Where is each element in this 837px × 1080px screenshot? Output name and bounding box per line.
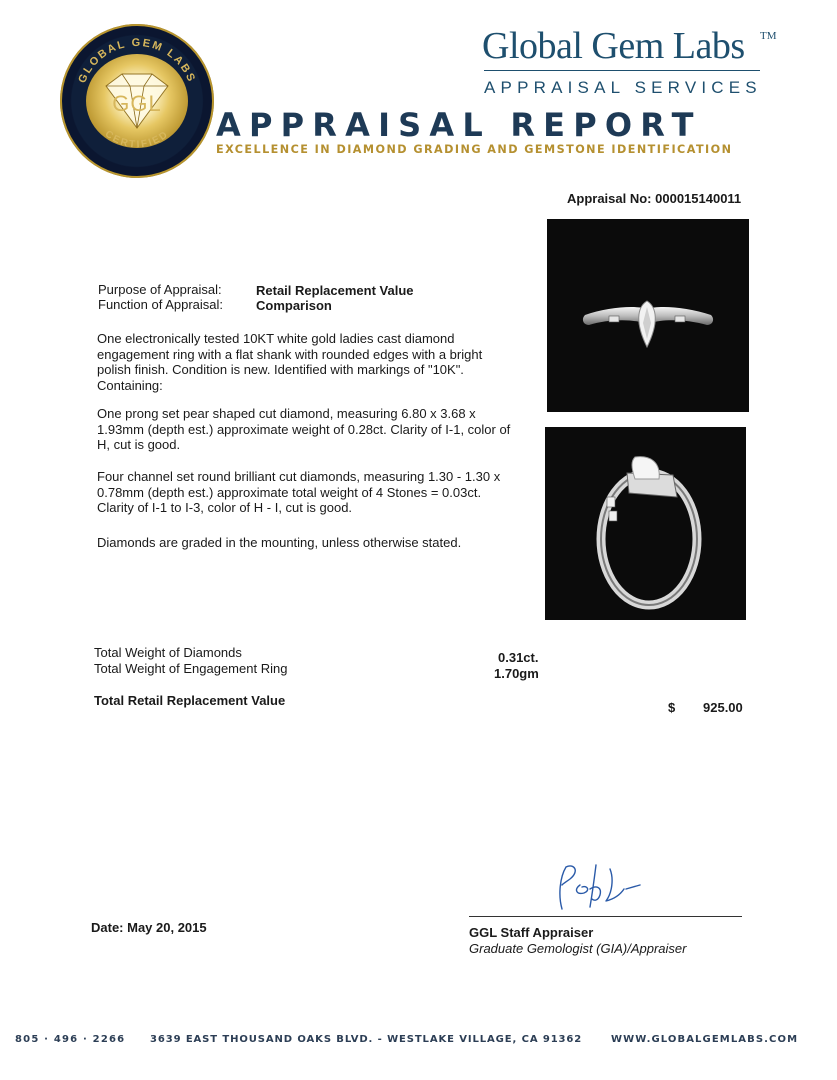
retail-value-amount: 925.00 — [703, 700, 743, 715]
svg-text:CERTIFIED — [103, 129, 172, 151]
total-ring-weight-value: 1.70gm — [494, 666, 539, 681]
appraisal-date: Date: May 20, 2015 — [91, 920, 207, 935]
seal-top-text: GLOBAL GEM LABS — [76, 37, 198, 85]
signature-image — [540, 855, 650, 915]
appraiser-name: GGL Staff Appraiser — [469, 925, 594, 940]
retail-value-label: Total Retail Replacement Value — [94, 693, 286, 708]
seal-center-text: GGL — [112, 91, 162, 116]
appraiser-title: Graduate Gemologist (GIA)/Appraiser — [469, 941, 687, 956]
ggl-certified-seal — [60, 24, 214, 178]
seal-ring-text — [60, 24, 214, 178]
function-label: Function of Appraisal: — [98, 297, 224, 312]
brand-subtitle: APPRAISAL SERVICES — [484, 78, 762, 97]
total-diamond-weight-label: Total Weight of Diamonds — [94, 645, 242, 660]
purpose-value: Retail Replacement Value — [256, 283, 414, 298]
report-title: APPRAISAL REPORT — [216, 106, 702, 144]
brand-name: Global Gem Labs — [482, 25, 745, 67]
footer-website: WWW.GLOBALGEMLABS.COM — [611, 1034, 799, 1045]
appraisal-number: Appraisal No: 000015140011 — [567, 191, 742, 206]
footer-address: 3639 EAST THOUSAND OAKS BLVD. - WESTLAKE VILLAGE, CA 91362 — [150, 1034, 583, 1045]
description-grading-note: Diamonds are graded in the mounting, unless otherwise stated. — [97, 535, 462, 550]
retail-value-currency: $ — [668, 700, 676, 715]
purpose-label: Purpose of Appraisal: — [98, 282, 222, 297]
seal-bottom-text: CERTIFIED — [102, 128, 172, 151]
svg-text:GLOBAL GEM LABS — [76, 37, 197, 85]
total-diamond-weight-value: 0.31ct. — [498, 650, 539, 665]
ring-photo-top — [547, 219, 749, 412]
footer-phone: 805 · 496 · 2266 — [15, 1034, 126, 1045]
description-ring: One electronically tested 10KT white gold ladies cast diamond engagement ring with a flat shank with rounded edges with a bright polish finish. Condition is new. Identified with markings of "10K". Containing: — [97, 331, 483, 393]
total-ring-weight-label: Total Weight of Engagement Ring — [94, 661, 288, 676]
brand-divider — [484, 70, 760, 71]
function-value: Comparison — [256, 298, 332, 313]
report-tagline: EXCELLENCE IN DIAMOND GRADING AND GEMSTONE IDENTIFICATION — [216, 143, 733, 156]
signature-line — [469, 916, 742, 917]
trademark-mark: TM — [760, 30, 777, 42]
description-side-stones: Four channel set round brilliant cut diamonds, measuring 1.30 - 1.30 x 0.78mm (depth est.) approximate total weight of 4 Stones = 0.03ct. Clarity of I-1 to I-3, color of H - I, cut is good. — [97, 469, 501, 515]
ring-photo-bottom — [545, 427, 746, 620]
description-center-stone: One prong set pear shaped cut diamond, measuring 6.80 x 3.68 x 1.93mm (depth est.) approximate weight of 0.28ct. Clarity of I-1, color of H, cut is good. — [97, 406, 511, 452]
